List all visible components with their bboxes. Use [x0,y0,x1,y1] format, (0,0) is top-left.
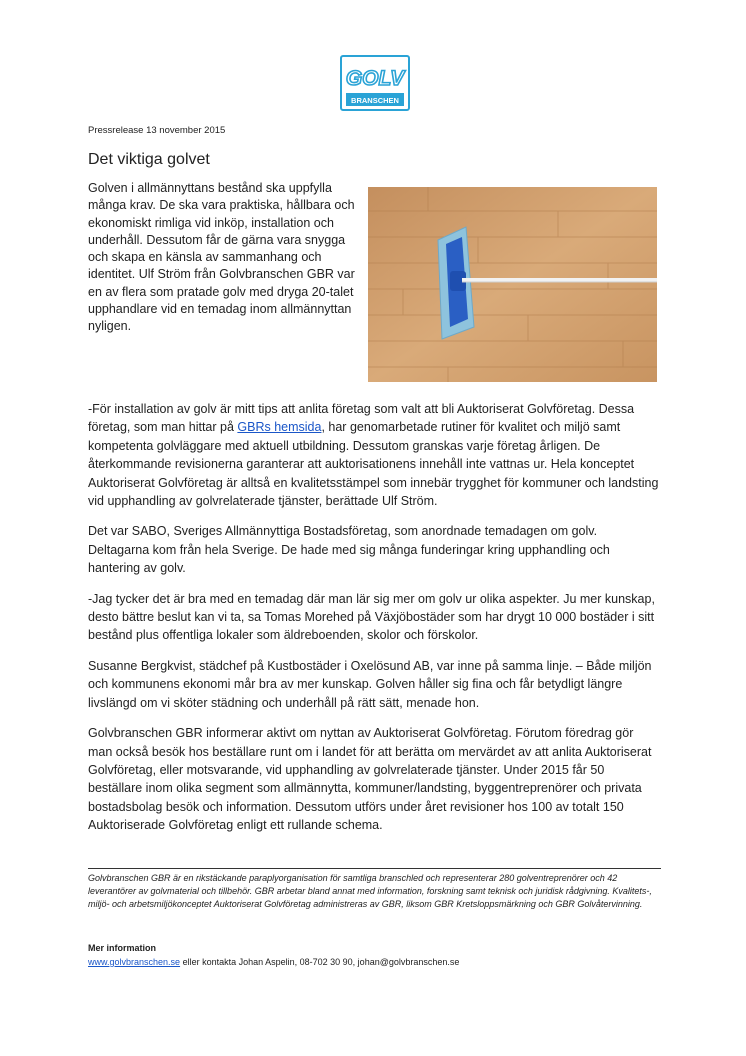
paragraph-2: Det var SABO, Sveriges Allmännyttiga Bostadsföretag, som anordnade temadagen om golv. Deltagarna kom från hela Sverige. De hade med sig många funderingar kring upphandling och hantering av golv. [88,524,610,576]
gbr-website-link[interactable]: GBRs hemsida [237,420,322,435]
logo-word: GOLV [345,67,405,90]
article-body [88,400,660,847]
more-info-title: Mer information [88,943,157,953]
golvbranschen-logo [340,55,410,111]
mop-on-wooden-floor-photo [368,187,657,382]
page-title: Det viktiga golvet [88,151,210,168]
paragraph-4: Susanne Bergkvist, städchef på Kustbostäder i Oxelösund AB, var inne på samma linje. – Både miljön och kommunens ekonomi mår bra av mer kunskap. Golven håller sig fina och får betydligt längre livslängd om vi sköter städning och underhåll på rätt sätt, menade hon. [88,658,652,710]
logo-sub: BRANSCHEN [351,96,399,105]
paragraph-5: Golvbranschen GBR informerar aktivt om nyttan av Auktoriserat Golvföretag. Förutom föredrag gör man också besök hos beställare runt om i landet för att berätta om mervärdet av att anlita Auktoriserat Golvföretag, eller motsvarande, vid upphandling av golvrelaterade tjänster. Under 2015 får 50 beställare inom olika segment som allmännytta, kommuner/landsting, byggentreprenörer och privata bostadsbolag besök och information. Dessutom utförs under året revisioner hos 100 av totalt 150 Auktoriserade Golvföretag enligt ett rullande schema. [88,726,652,833]
website-link[interactable]: www.golvbranschen.se [88,957,181,967]
dateline: Pressrelease 13 november 2015 [88,125,226,136]
footer-note: Golvbranschen GBR är en rikstäckande paraplyorganisation för samtliga branschled och representerar 280 golventreprenörer och 42 leverantörer av golvmaterial och tillbehör. GBR arbetar bland annat med information, forskning samt teknisk och juridisk rådgivning. Kvalitets-, miljö- och arbetsmiljökonceptet Auktoriserat Golvföretag administreras av GBR, liksom GBR Kretsloppsmärkning och GBR Golvåtervinning. [88,873,652,909]
more-info-line: www.golvbranschen.se eller kontakta Johan Aspelin, 08-702 30 90, johan@golvbranschen.se [88,957,460,967]
footer-divider [88,868,661,869]
intro-paragraph: Golven i allmännyttans bestånd ska uppfylla många krav. De ska vara praktiska, hållbara och ekonomiskt rimliga vid inköp, installation och underhåll. Dessutom får de gärna vara snygga och skapa en känsla av sammanhang och identitet. Ulf Ström från Golvbranschen GBR var en av flera som pratade golv med dryga 20-talet upphandlare vid en temadag inom allmännyttan nyligen. [88,181,355,334]
paragraph-3: -Jag tycker det är bra med en temadag där man lär sig mer om golv ur olika aspekter. Ju mer kunskap, desto bättre beslut kan vi ta, sa Tomas Morehed på Växjöbostäder som har drygt 10 000 bostäder i sitt bestånd plus offentliga lokaler som äldreboenden, skolor och förskolor. [88,591,655,643]
paragraph-1: -För installation av golv är mitt tips att anlita företag som valt att bli Auktoriserat Golvföretag. Dessa företag, som man hittar på GBRs hemsida, har genomarbetade rutiner för kvalitet och miljö samt kompetenta golvläggare med aktuell utbildning. Dessutom granskas varje företag årligen. De återkommande revisionerna garanterar att auktorisationens innehåll inte vattnas ur. Hela konceptet Auktoriserat Golvföretag är alltså en kvalitetsstämpel som innebär trygghet för kommuner och landsting vid upphandling av golvrelaterade tjänster, berättade Ulf Ström. [88,402,659,509]
